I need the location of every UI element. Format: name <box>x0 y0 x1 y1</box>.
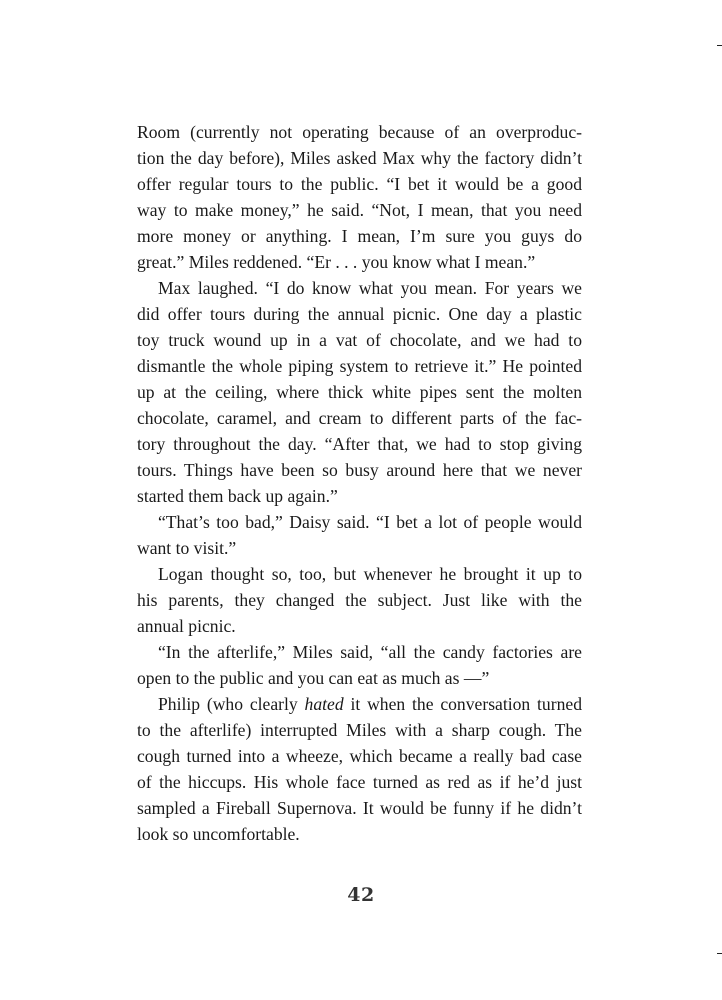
text-line: of the hiccups. His whole face turned as red as if he’d just <box>137 772 582 792</box>
text-line: sampled a Fireball Supernova. It would be funny if he didn’t <box>137 798 582 818</box>
text-line: “That’s too bad,” Daisy said. “I bet a lot of people would <box>158 512 582 532</box>
text-line: Logan thought so, too, but whenever he brought it up to <box>158 564 582 584</box>
text-line: “In the afterlife,” Miles said, “all the candy factories are <box>158 642 582 662</box>
page-edge-mark-bottom <box>717 953 722 954</box>
text-line: tours. Things have been so busy around here that we never <box>137 460 582 480</box>
text-span: Philip (who clearly <box>158 694 305 714</box>
text-line: great.” Miles reddened. “Er . . . you know what I mean.” <box>137 252 536 272</box>
text-line: look so uncomfortable. <box>137 824 300 844</box>
text-line: offer regular tours to the public. “I bet it would be a good <box>137 174 582 194</box>
text-line: want to visit.” <box>137 538 237 558</box>
text-line <box>137 691 582 717</box>
text-line: started them back up again.” <box>137 486 338 506</box>
text-line: cough turned into a wheeze, which became a really bad case <box>137 746 582 766</box>
text-line: Room (currently not operating because of an overproduc- <box>137 122 582 142</box>
text-line: annual picnic. <box>137 616 236 636</box>
text-line: open to the public and you can eat as much as —” <box>137 668 490 688</box>
text-span: it when the conversation turned <box>343 694 582 714</box>
text-line: more money or anything. I mean, I’m sure you guys do <box>137 226 582 246</box>
text-line: did offer tours during the annual picnic. One day a plastic <box>137 304 582 324</box>
text-line: up at the ceiling, where thick white pipes sent the molten <box>137 382 582 402</box>
page-number: 42 <box>347 884 375 906</box>
text-line: dismantle the whole piping system to retrieve it.” He pointed <box>137 356 582 376</box>
body-text <box>137 119 582 847</box>
text-line: Max laughed. “I do know what you mean. For years we <box>158 278 582 298</box>
page-edge-mark-top <box>717 45 722 46</box>
text-line: to the afterlife) interrupted Miles with a sharp cough. The <box>137 720 582 740</box>
text-line: his parents, they changed the subject. Just like with the <box>137 590 582 610</box>
text-line: chocolate, caramel, and cream to different parts of the fac- <box>137 408 582 428</box>
text-line: way to make money,” he said. “Not, I mean, that you need <box>137 200 582 220</box>
text-line: tory throughout the day. “After that, we had to stop giving <box>137 434 582 454</box>
text-line: tion the day before), Miles asked Max why the factory didn’t <box>137 148 582 168</box>
text-line: toy truck wound up in a vat of chocolate, and we had to <box>137 330 582 350</box>
emphasized-word: hated <box>304 694 344 714</box>
